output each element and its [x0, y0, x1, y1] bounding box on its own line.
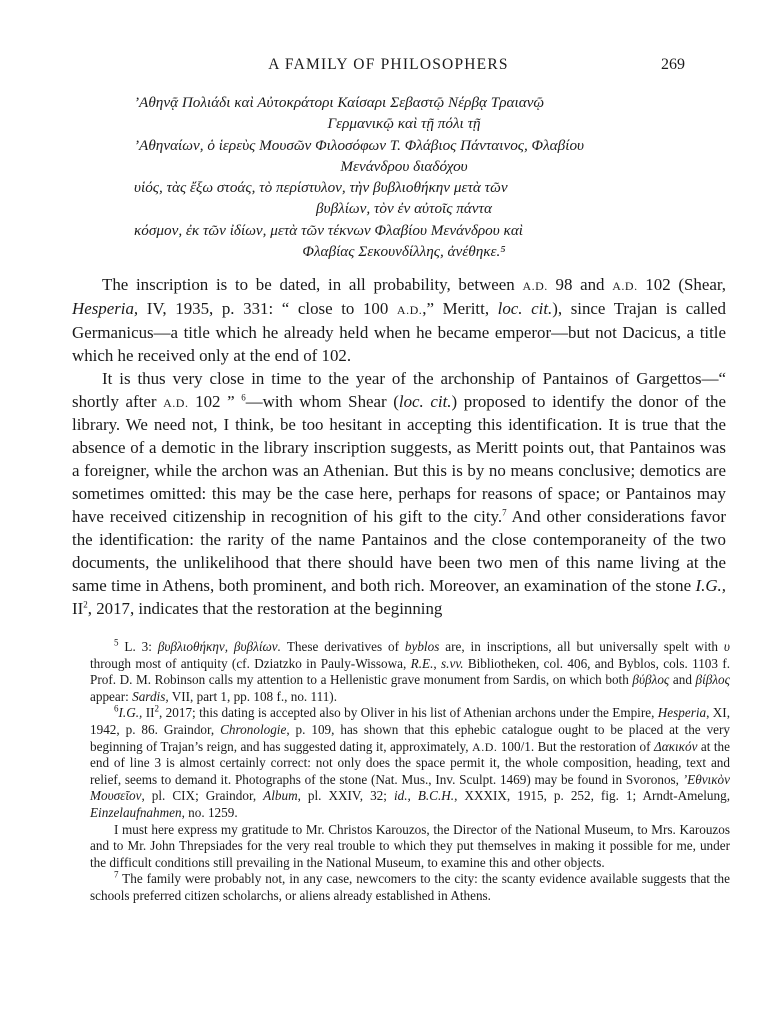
inscription-line: Μενάνδρου διαδόχου: [340, 157, 468, 175]
text-run: II: [72, 598, 84, 618]
superscript: 2: [154, 703, 159, 714]
citation-title: Sardis,: [132, 688, 169, 704]
text-run: through most of antiquity (cf. Dziatzko in Pauly-Wissowa,: [90, 655, 411, 671]
text-run: at the end of line 3 is almost certainly correct: not only does the space permit it, the whole composition, heading, text and relief, seems to demand it. Photographs of the stone (Nat. Mus., Inv. Sculpt. 1469) may be found in Svoronos,: [90, 738, 730, 787]
text-run: 102 ”: [188, 391, 242, 411]
era-abbrev: A.D.: [163, 395, 189, 410]
text-run: , XXXIX, 1915, p. 252, fig. 1; Arndt-Amelung,: [454, 788, 730, 804]
text-run: 102 (Shear,: [637, 275, 726, 294]
greek-term: Δακικόν: [654, 738, 698, 754]
book-title: Einzelaufnahmen: [90, 804, 182, 820]
inscription-line: υἱός, τὰς ἔξω στοάς, τὸ περίστυλον, τὴν βυβλιοθήκην μετὰ τῶν: [134, 179, 508, 197]
text-run: , 2017, indicates that the restoration at the beginning: [87, 598, 443, 618]
text-run: And other considerations favor the identification: the rarity of the name Pantainos and the close contemporaneity of the two documents, the unlikelihood that there should have been two men of this name living at the same time in Athens, both prominent, and both rich. Moreover, an examination of the stone: [72, 507, 726, 595]
journal-title: Hesperia: [657, 705, 707, 721]
greek-term: βύβλος: [632, 672, 670, 688]
text-run: II: [142, 705, 155, 721]
text-run: ,” Meritt,: [422, 298, 498, 318]
citation-abbrev: I.G.,: [118, 705, 143, 721]
footnote-6: [90, 705, 730, 821]
text-run: 98 and: [547, 275, 613, 294]
era-abbrev: A.D.: [612, 279, 638, 293]
greek-term: ’Εθνικὸν Μουσεῖον: [90, 771, 730, 804]
text-run: are, in inscriptions, all but universally spelt with: [439, 639, 724, 654]
text-run: , no. 1259.: [181, 804, 238, 820]
superscript: 2: [83, 599, 88, 610]
inscription-line: ’Αθηναίων, ὁ ἱερεὺς Μουσῶν Φιλοσόφων Τ. Φλάβιος Πάνταινος, Φλαβίου: [134, 136, 585, 154]
text-run: , p. 109, has shown that this ephebic catalogue ought to be placed at the very beginning of Trajan’s reign, and has suggested dating it, approximately,: [90, 721, 731, 754]
text-run: Bibliotheken, col. 406, and Byblos, cols. 1103 f. Prof. D. M. Robinson calls my attention to a Hellenistic grave monument from Sardis, on which both: [90, 655, 731, 688]
footnote-ref-7[interactable]: 7: [502, 507, 507, 518]
term: byblos: [404, 639, 440, 654]
journal-title: Hesperia,: [72, 298, 139, 318]
text-run: , XI, 1942, p. 86. Graindor,: [90, 705, 730, 737]
footnote-ref-6[interactable]: 6: [241, 391, 246, 402]
text-run: ,: [433, 655, 442, 671]
book-title: Album: [263, 788, 298, 804]
citation-abbrev: R.E.: [410, 655, 434, 671]
citation-abbrev: I.G.,: [695, 575, 726, 595]
text-run: VII, part 1, pp. 108 f., no. 111).: [168, 688, 337, 704]
greek-term: βυβλιοθήκην, βυβλίων.: [157, 639, 281, 654]
greek-letter: υ: [723, 639, 730, 654]
inscription-line: κόσμον, ἐκ τῶν ἰδίων, μετὰ τῶν τέκνων Φλαβίου Μενάνδρου καὶ: [134, 221, 524, 239]
text-run: ) proposed to identify the donor of the library. We need not, I think, be too hesitant in accepting this identification. It is true that the absence of a demotic in the library inscription suggests, as Meritt points out, that Pantainos was a foreigner, while the archon was an Athenian. But this is by no means conclusive; demotics are sometimes omitted: this may be the case here, perhaps for reasons of space; or Pantainos may have received citizenship in recognition of his gift to the city.: [72, 391, 726, 527]
text-run: These derivatives of: [280, 639, 405, 654]
footnote-5: [90, 639, 730, 705]
running-title: A FAMILY OF PHILOSOPHERS: [268, 56, 509, 73]
text-run: IV, 1935, p. 331: “ close to 100: [138, 298, 397, 318]
text-run: appear:: [90, 688, 133, 704]
text-run: , 2017; this dating is accepted also by Oliver in his list of Athenian archons under the Empire,: [158, 705, 658, 721]
text-run: ), since Trajan is called Germanicus—a title which he already held when he became emperor—but not Dacicus, a title which he received only at the end of 102.: [72, 298, 726, 365]
footnote-number: 7: [114, 869, 119, 880]
footnote-7: [90, 871, 730, 904]
text-run: , pl. XXIV, 32;: [297, 788, 394, 804]
running-head: [0, 56, 777, 78]
page-number: 269: [661, 56, 685, 73]
citation-abbrev: loc. cit.: [398, 391, 452, 411]
footnotes: [90, 639, 730, 905]
inscription-line: ’Αθηνᾷ Πολιάδι καὶ Αὐτοκράτορι Καίσαρι Σεβαστῷ Νέρβᾳ Τραιανῷ: [134, 94, 545, 111]
era-abbrev: A.D.: [472, 739, 498, 754]
text-run: The family were probably not, in any case, newcomers to the city: the scanty evidence available suggests that the schools preferred citizen scholarchs, or aliens already established in Athens.: [90, 871, 730, 903]
text-run: The inscription is to be dated, in all probability, between: [102, 275, 523, 294]
text-run: —with whom Shear (: [245, 391, 399, 411]
greek-inscription: [134, 92, 674, 262]
paragraph-2: [72, 368, 726, 621]
greek-term: βίβλος: [695, 672, 730, 688]
era-abbrev: A.D.: [396, 302, 423, 317]
text-run: It is thus very close in time to the year of the archonship of Pantainos of Gargettos—“ shortly after: [72, 368, 726, 411]
footnote-number: 5: [114, 637, 119, 648]
era-abbrev: A.D.: [522, 279, 548, 293]
book-title: Chronologie: [220, 721, 287, 737]
citation-abbrev: id., B.C.H.: [393, 788, 455, 804]
citation-abbrev: loc. cit.: [497, 298, 553, 318]
footnote-number: 6: [114, 703, 119, 714]
inscription-line: βυβλίων, τὸν ἐν αὐτοῖς πάντα: [316, 200, 492, 218]
inscription-line: Φλαβίας Σεκουνδίλλης, ἀνέθηκε.⁵: [302, 243, 506, 261]
footnote-6-acknowledgement: I must here express my gratitude to Mr. Christos Karouzos, the Director of the National Museum, to Mrs. Karouzos and to Mr. John Threpsiades for the very real trouble to which they put themselves in making it possible for me, under the difficult conditions still prevailing in the National Museum, to examine this and other objects.: [90, 821, 730, 870]
text-run: L. 3:: [118, 639, 158, 654]
paragraph-1: [72, 274, 726, 368]
inscription-line: Γερμανικῷ καὶ τῇ πόλι τῇ: [327, 115, 481, 133]
text-run: , pl. CIX; Graindor,: [141, 788, 264, 804]
text-run: and: [669, 672, 696, 688]
body-text: [72, 274, 726, 621]
citation-abbrev: s.vv.: [441, 655, 464, 671]
text-run: 100/1. But the restoration of: [497, 738, 654, 754]
